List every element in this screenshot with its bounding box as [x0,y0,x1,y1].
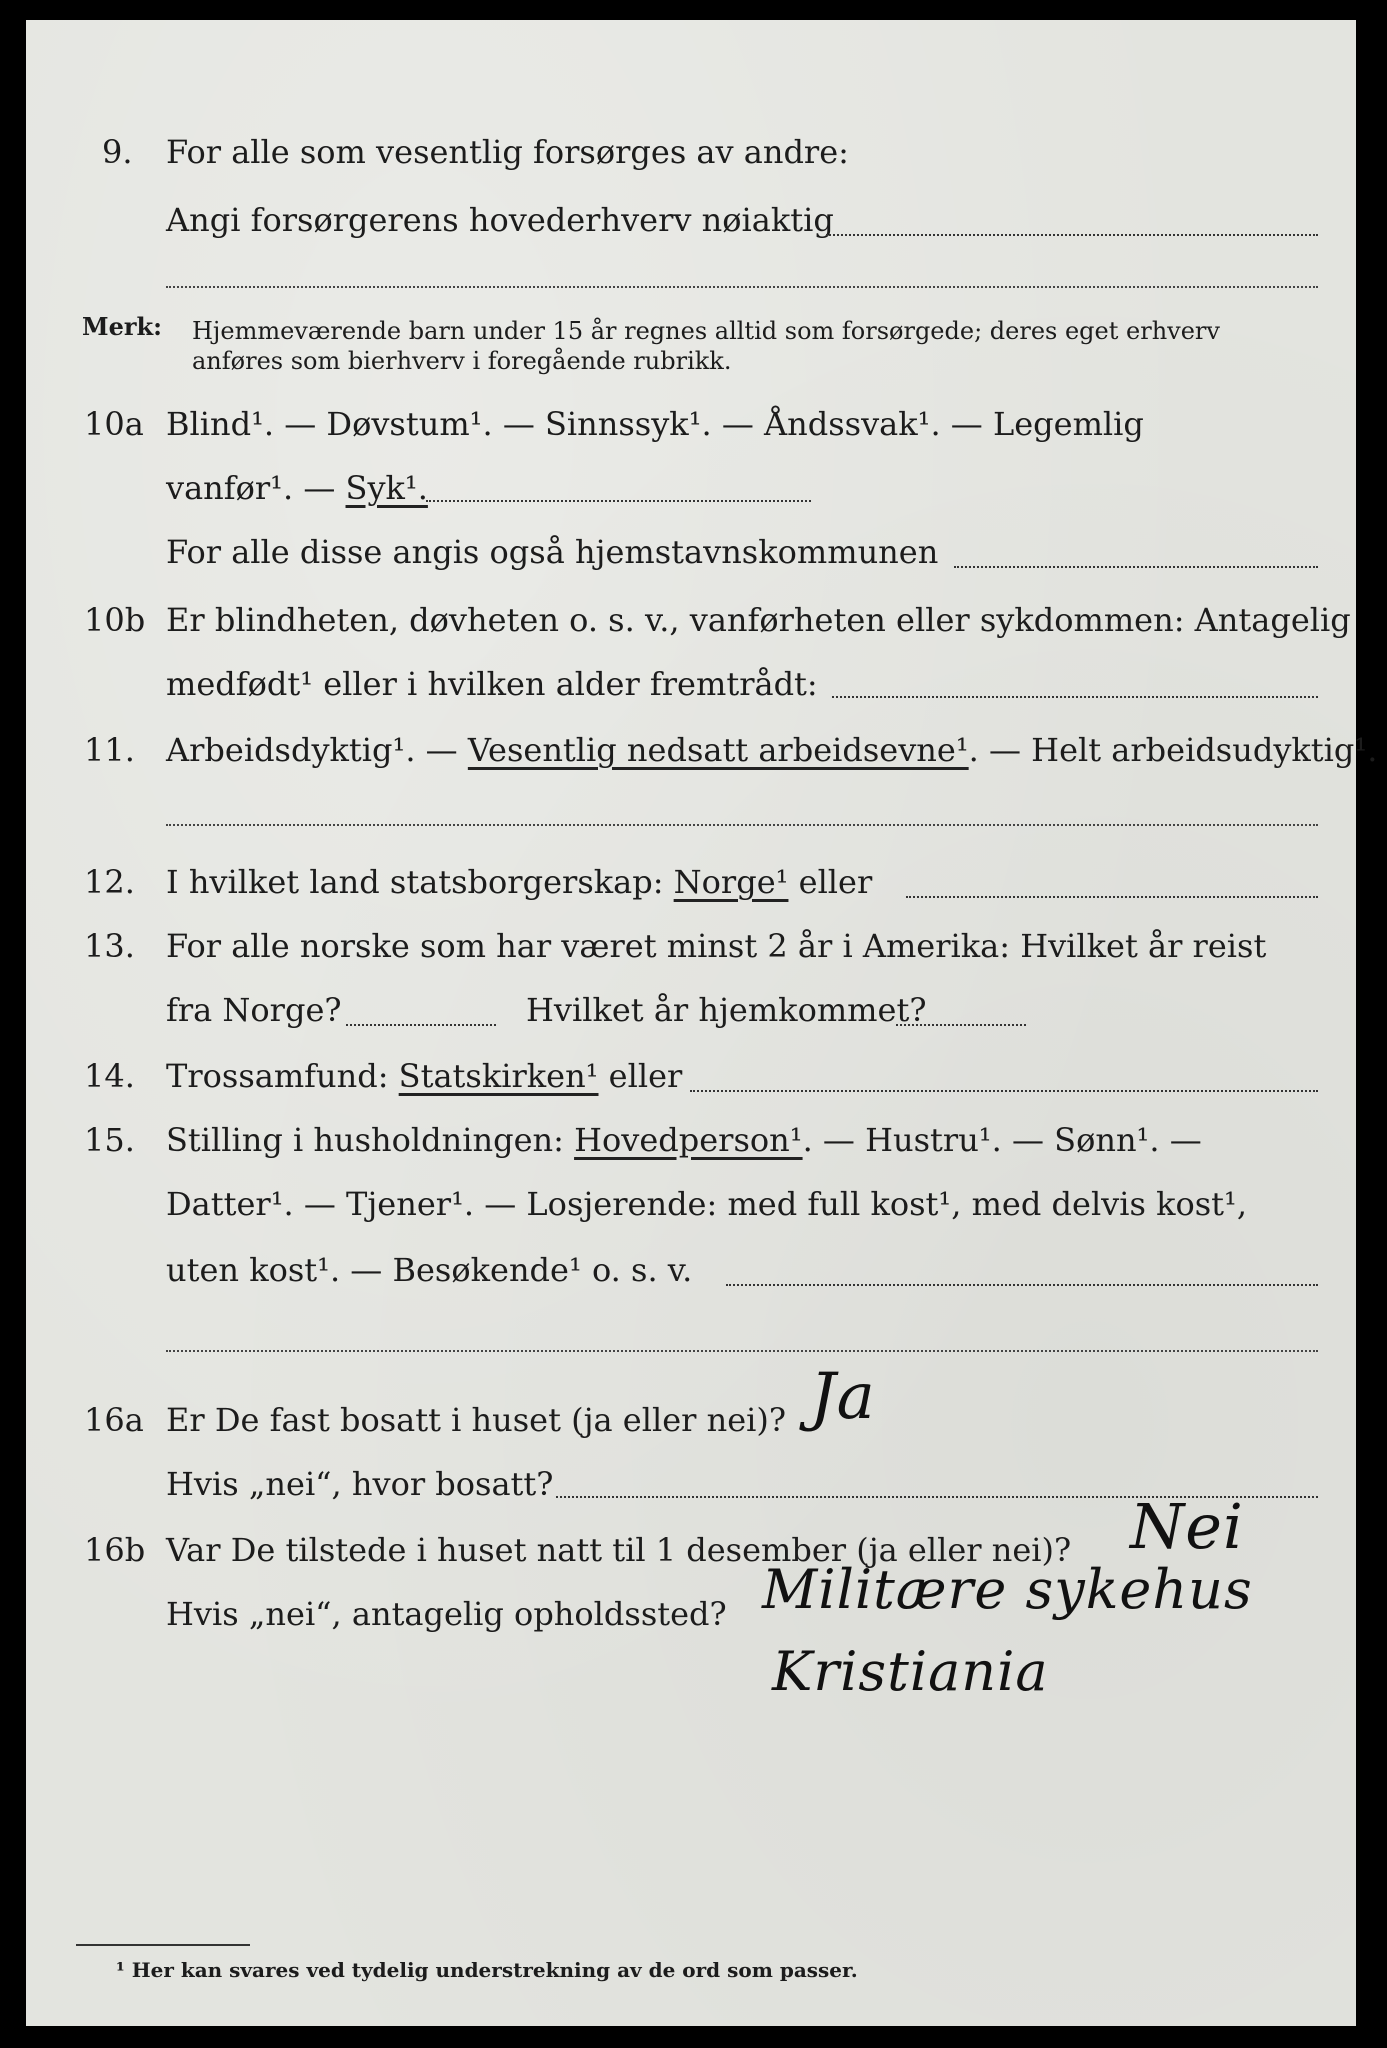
question-16a-number: 16a [84,1401,144,1439]
question-11-pre: Arbeidsdyktig¹. — [166,731,468,769]
question-15-line-2: Datter¹. — Tjener¹. — Losjerende: med full kost¹, med delvis kost¹, [166,1185,1248,1223]
question-15-line-1 [166,1120,1202,1160]
question-15-extra-line[interactable] [166,1350,1318,1352]
question-10a-vanfor: vanfør¹. — [166,469,346,507]
footnote-rule [76,1944,250,1946]
question-16b-line-1: Var De tilstede i huset natt til 1 desember (ja eller nei)? [166,1531,1072,1569]
question-11-number: 11. [84,731,135,769]
question-15-post: . — Hustru¹. — Sønn¹. — [802,1121,1202,1159]
question-10b-number: 10b [84,601,146,639]
question-9-line-2: Angi forsørgerens hovederhverv nøiaktig [166,201,834,239]
question-15-underlined-answer[interactable]: Hovedperson¹ [574,1121,803,1159]
question-12-post: eller [788,863,873,901]
question-15-number: 15. [84,1121,135,1159]
question-10a-line-2 [166,468,428,508]
question-12-answer-line[interactable] [906,896,1318,898]
question-10a-number: 10a [84,405,144,443]
question-13-line-1: For alle norske som har været minst 2 år i Amerika: Hvilket år reist [166,927,1267,965]
question-10a-answer-line[interactable] [426,500,811,502]
question-16a-line-2: Hvis „nei“, hvor bosatt? [166,1465,554,1503]
question-14-number: 14. [84,1057,135,1095]
question-10b-answer-line[interactable] [832,696,1318,698]
question-16a-line-1: Er De fast bosatt i huset (ja eller nei)? [166,1401,787,1439]
question-15-pre: Stilling i husholdningen: [166,1121,575,1159]
question-16b-line-2: Hvis „nei“, antagelig opholdssted? [166,1595,727,1633]
question-14-underlined-answer[interactable]: Statskirken¹ [398,1057,599,1095]
question-10a-hjemstavn-line[interactable] [954,566,1318,568]
question-10a-line-3: For alle disse angis også hjemstavnskommunen [166,533,939,571]
note-line-1: Hjemmeværende barn under 15 år regnes alltid som forsørgede; deres eget erhverv [192,317,1220,345]
question-10a-syk-underlined[interactable]: Syk¹. [345,469,428,507]
note-label: Merk: [82,312,162,341]
question-15-line-3: uten kost¹. — Besøkende¹ o. s. v. [166,1251,693,1289]
question-11-post: . — Helt arbeidsudyktig¹. [968,731,1378,769]
question-13-hjemkommet-line[interactable] [896,1024,1026,1026]
question-16b-number: 16b [84,1531,146,1569]
question-12-pre: I hvilket land statsborgerskap: [166,863,674,901]
question-12-number: 12. [84,863,135,901]
question-9-answer-line[interactable] [826,234,1318,236]
question-10b-line-1: Er blindheten, døvheten o. s. v., vanførheten eller sykdommen: Antagelig [166,601,1351,639]
question-14-answer-line[interactable] [690,1090,1318,1092]
census-form-page [26,20,1378,2026]
question-9-extra-line[interactable] [166,286,1318,288]
footnote: ¹ Her kan svares ved tydelig understrekning av de ord som passer. [116,1958,858,1982]
question-10b-line-2: medfødt¹ eller i hvilken alder fremtrådt: [166,665,818,703]
question-14-post: eller [598,1057,683,1095]
question-14-line [166,1056,682,1096]
question-11-extra-line[interactable] [166,824,1318,826]
question-10a-line-1: Blind¹. — Døvstum¹. — Sinnssyk¹. — Åndssvak¹. — Legemlig [166,405,1144,443]
question-16a-handwritten-answer: Ja [810,1360,876,1434]
question-9-line-1: For alle som vesentlig forsørges av andre: [166,133,849,171]
question-13-line-2a: fra Norge? [166,991,342,1029]
question-16b-handwritten-answer: Nei [1130,1490,1244,1563]
question-11-line [166,730,1377,770]
question-15-answer-line[interactable] [726,1284,1318,1286]
question-12-underlined-answer[interactable]: Norge¹ [673,863,789,901]
question-13-number: 13. [84,927,135,965]
question-12-line [166,862,872,902]
question-14-pre: Trossamfund: [166,1057,399,1095]
question-9-number: 9. [102,133,133,171]
question-16b-handwritten-place-line-1: Militære sykehus [762,1558,1253,1621]
note-line-2: anføres som bierhverv i foregående rubrikk. [192,347,732,375]
question-16b-handwritten-place-line-2: Kristiania [772,1640,1049,1703]
question-13-line-2b: Hvilket år hjemkommet? [526,991,927,1029]
question-13-reist-line[interactable] [346,1024,496,1026]
question-11-underlined-answer[interactable]: Vesentlig nedsatt arbeidsevne¹ [467,731,969,769]
